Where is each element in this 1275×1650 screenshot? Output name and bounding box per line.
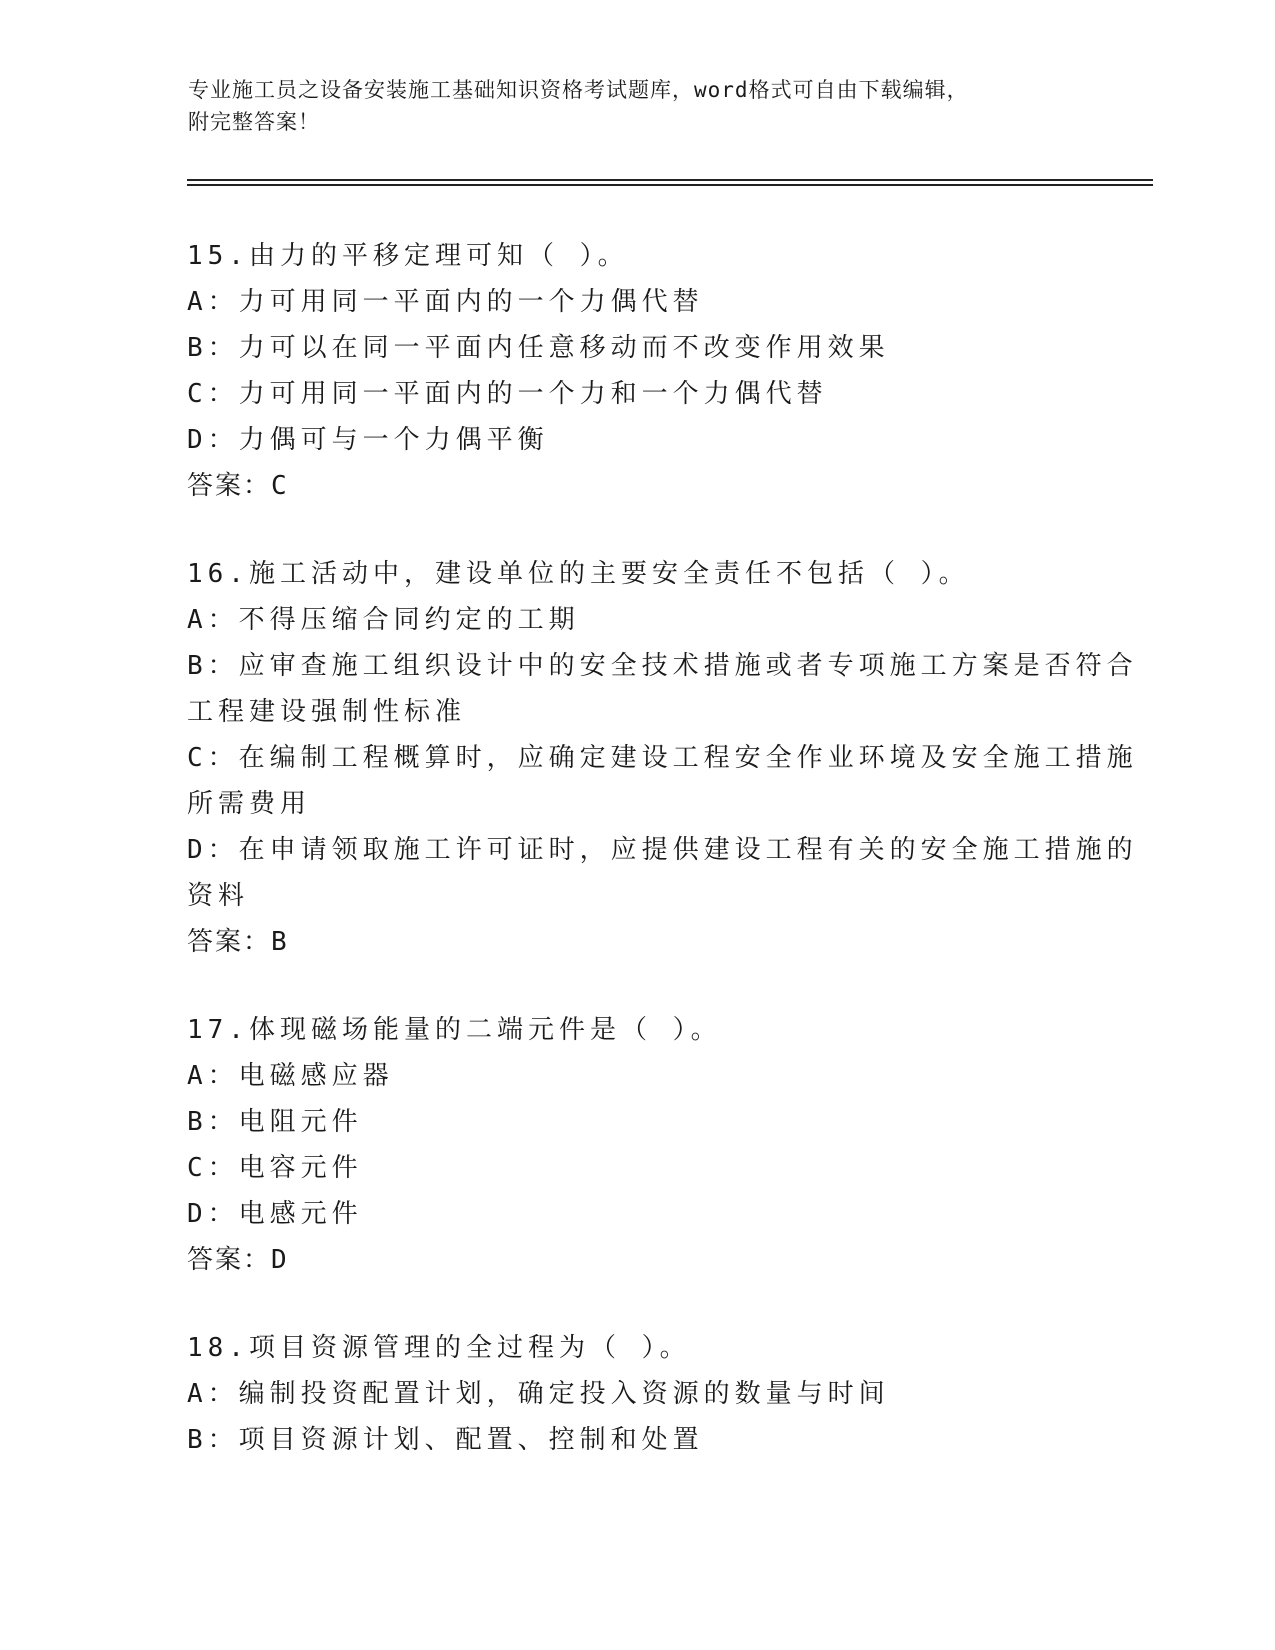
option-text-line: B：项目资源计划、配置、控制和处置 [187, 1425, 704, 1455]
answer-option [187, 735, 1138, 827]
answer-option [187, 371, 1087, 417]
answer-key: 答案：D [187, 1245, 289, 1275]
answer-option [187, 1145, 1087, 1191]
option-text-line: D：力偶可与一个力偶平衡 [187, 425, 549, 455]
option-text-line: B：电阻元件 [187, 1107, 363, 1137]
option-text-line: 资料 [187, 881, 250, 911]
option-text-line: B：应审查施工组织设计中的安全技术措施或者专项施工方案是否符合 [187, 651, 1138, 681]
question-list [187, 233, 1138, 1463]
answer-option [187, 1053, 1087, 1099]
answer-key: 答案：C [187, 471, 289, 501]
document-header [188, 74, 1088, 138]
answer-option [187, 643, 1138, 735]
option-text-line: B：力可以在同一平面内任意移动而不改变作用效果 [187, 333, 890, 363]
answer-key: 答案：B [187, 927, 289, 957]
option-text-line: A：不得压缩合同约定的工期 [187, 605, 580, 635]
answer-option [187, 417, 1087, 463]
answer-option [187, 597, 1087, 643]
option-text-line: C：力可用同一平面内的一个力和一个力偶代替 [187, 379, 828, 409]
option-text-line: A：编制投资配置计划，确定投入资源的数量与时间 [187, 1379, 890, 1409]
option-text-line: 工程建设强制性标准 [187, 697, 467, 727]
answer-option [187, 1099, 1087, 1145]
header-divider-top [187, 179, 1153, 181]
answer-option [187, 1417, 1087, 1463]
option-text-line: C：电容元件 [187, 1153, 363, 1183]
question-block [187, 1007, 1087, 1283]
question-spacer [187, 509, 1087, 551]
question-stem: 15.由力的平移定理可知（ ）。 [187, 241, 629, 271]
question-spacer [187, 965, 1087, 1007]
question-stem: 18.项目资源管理的全过程为（ ）。 [187, 1333, 691, 1363]
answer-option [187, 827, 1138, 919]
option-text-line: C：在编制工程概算时，应确定建设工程安全作业环境及安全施工措施 [187, 743, 1138, 773]
question-block [187, 551, 1138, 965]
question-block [187, 233, 1087, 509]
question-stem: 16.施工活动中，建设单位的主要安全责任不包括（ ）。 [187, 559, 970, 589]
option-text-line: D：在申请领取施工许可证时，应提供建设工程有关的安全施工措施的 [187, 835, 1138, 865]
header-divider-bottom [187, 184, 1153, 186]
answer-option [187, 1191, 1087, 1237]
question-stem: 17.体现磁场能量的二端元件是（ ）。 [187, 1015, 722, 1045]
answer-option [187, 1371, 1087, 1417]
header-line-1: 专业施工员之设备安装施工基础知识资格考试题库，word格式可自由下载编辑， [188, 78, 969, 102]
answer-option [187, 325, 1087, 371]
option-text-line: D：电感元件 [187, 1199, 363, 1229]
question-spacer [187, 1283, 1087, 1325]
question-block [187, 1325, 1087, 1463]
option-text-line: 所需费用 [187, 789, 312, 819]
option-text-line: A：力可用同一平面内的一个力偶代替 [187, 287, 704, 317]
answer-option [187, 279, 1087, 325]
header-line-2: 附完整答案！ [188, 110, 320, 134]
option-text-line: A：电磁感应器 [187, 1061, 394, 1091]
